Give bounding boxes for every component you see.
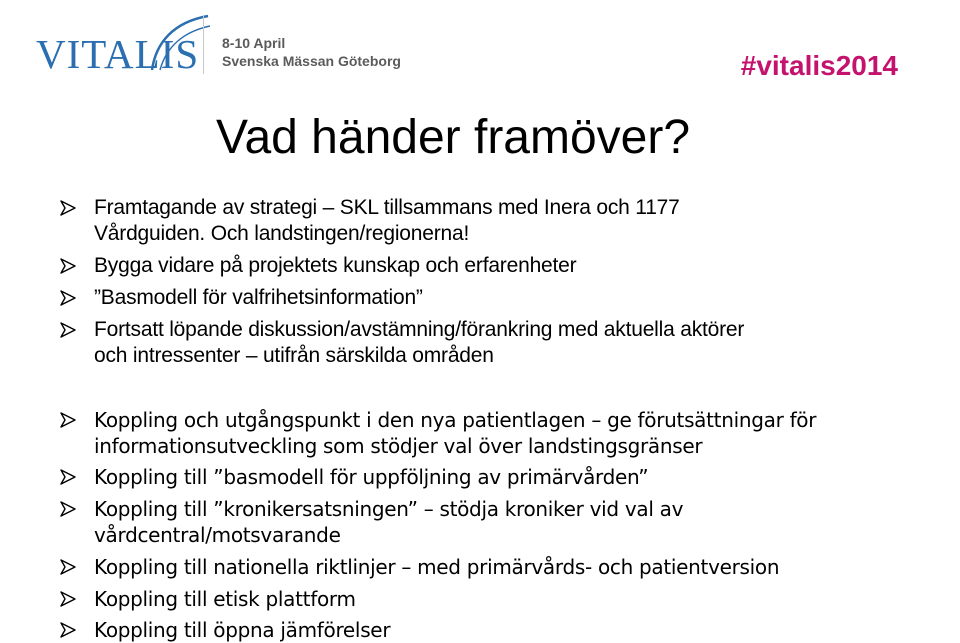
logo-text: VITALIS	[36, 31, 200, 77]
arrowhead-bullet-icon	[60, 285, 82, 311]
list-item-text: Bygga vidare på projektets kunskap och erfarenheter	[94, 254, 577, 277]
event-place: Svenska Mässan Göteborg	[222, 53, 401, 69]
list-item-text: ”Basmodell för valfrihetsinformation”	[94, 286, 423, 309]
slide-title: Vad händer framöver?	[216, 111, 691, 164]
list-item-text: Fortsatt löpande diskussion/avstämning/förankring med aktuella aktörer	[94, 318, 745, 341]
arrowhead-bullet-icon	[60, 407, 82, 433]
hashtag: #vitalis2014	[740, 50, 898, 81]
arrowhead-bullet-icon	[60, 586, 82, 612]
arrowhead-bullet-icon	[60, 617, 82, 643]
arrowhead-bullet-icon	[60, 195, 82, 221]
event-date: 8-10 April	[222, 35, 286, 51]
list-item-text: Koppling till öppna jämförelser	[94, 618, 391, 642]
arrowhead-bullet-icon	[60, 253, 82, 279]
list-item-text: Framtagande av strategi – SKL tillsammans med Inera och 1177	[94, 196, 680, 219]
list-item-text: och intressenter – utifrån särskilda områden	[94, 344, 494, 367]
list-item-text: Vårdguiden. Och landstingen/regionerna!	[94, 222, 470, 245]
arrowhead-bullet-icon	[60, 464, 82, 490]
list-item-text: Koppling till etisk plattform	[94, 587, 356, 611]
arrowhead-bullet-icon	[60, 496, 82, 522]
list-item-text: Koppling till ”basmodell för uppföljning av primärvården”	[94, 465, 649, 489]
list-item-text: informationsutveckling som stödjer val över landstingsgränser	[94, 434, 703, 458]
list-item-text: Koppling till ”kronikersatsningen” – stödja kroniker vid val av	[94, 497, 684, 521]
list-item-text: Koppling till nationella riktlinjer – med primärvårds- och patientversion	[94, 555, 780, 579]
list-item-text: vårdcentral/motsvarande	[94, 523, 341, 547]
arrowhead-bullet-icon	[60, 554, 82, 580]
arrowhead-bullet-icon	[60, 317, 82, 343]
list-item-text: Koppling och utgångspunkt i den nya patientlagen – ge förutsättningar för	[94, 408, 817, 432]
